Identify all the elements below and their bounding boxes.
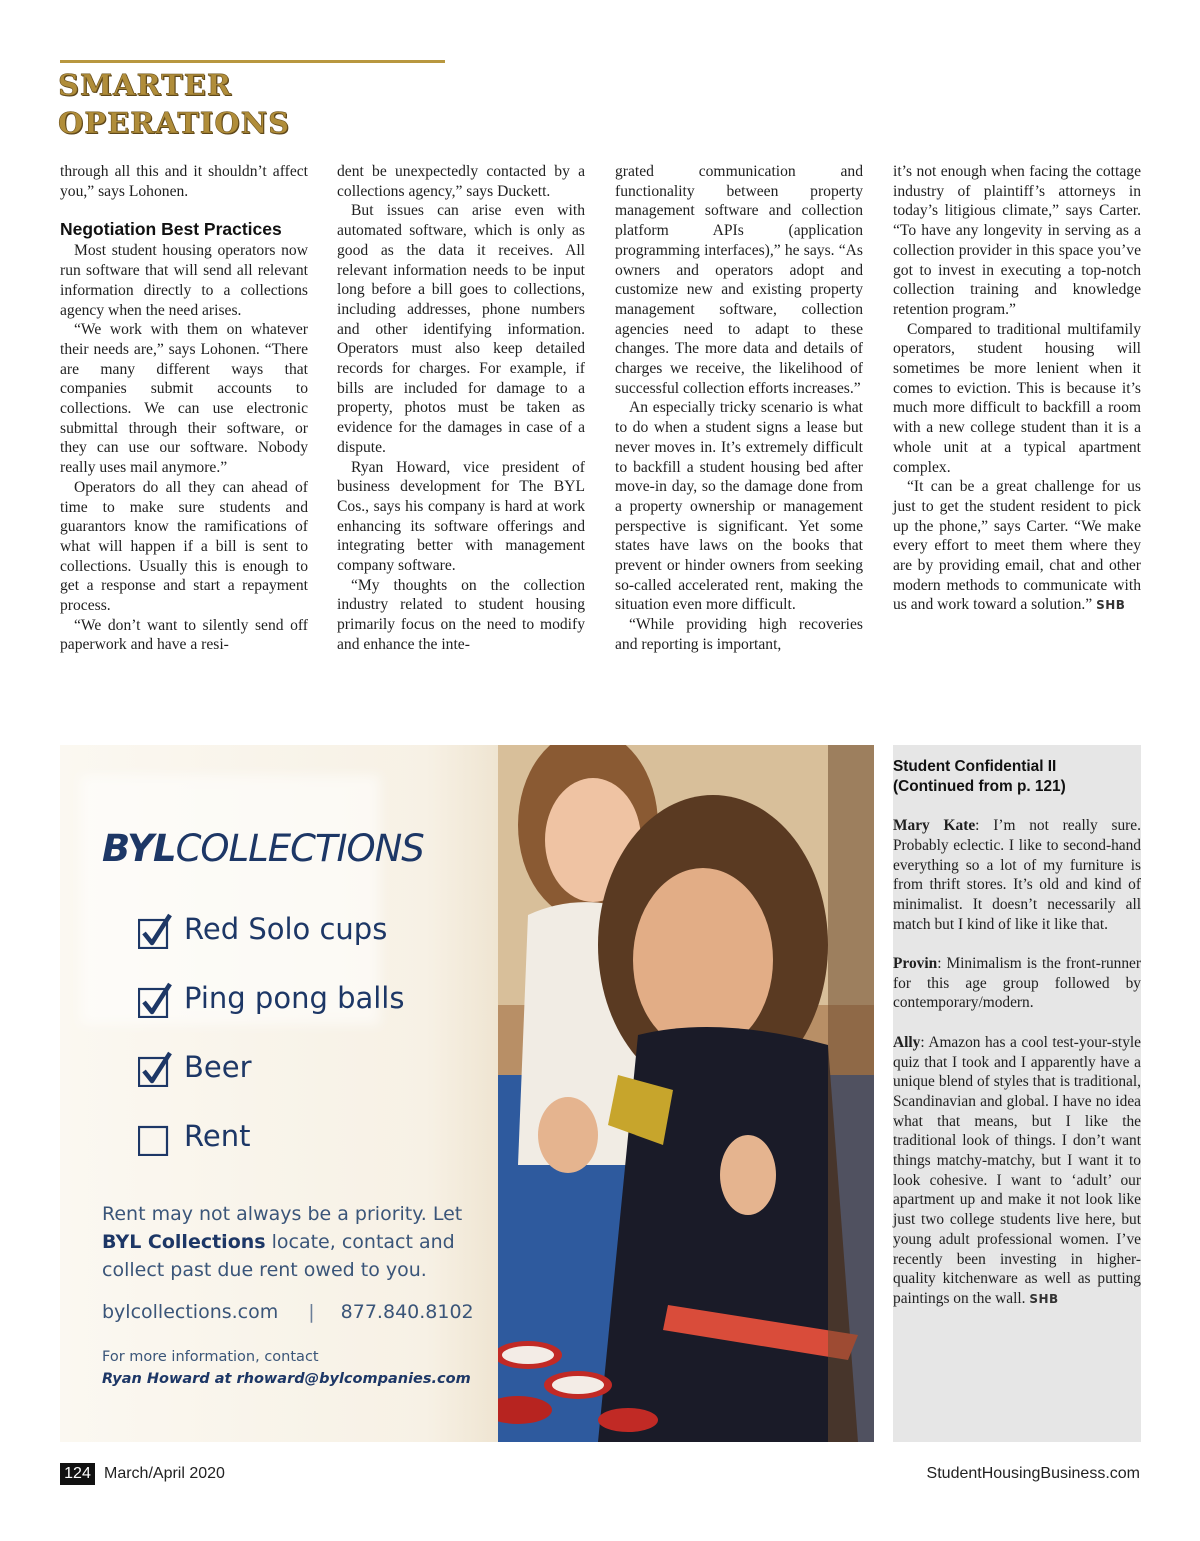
paragraph: it’s not enough when facing the cottage industry of plaintiff’s attorneys in today’s litigious climate,” says Carter. “To have any longevity in serving as a collection provider in this space you’ve got to invest in executing a top-notch collection training and knowledge retention program.”: [893, 163, 1141, 318]
paragraph: dent be unexpectedly contacted by a collections agency,” says Duckett.: [337, 163, 585, 200]
ad-body-copy: [102, 1200, 502, 1284]
paragraph: “My thoughts on the collection industry related to student housing primarily focus on the need to modify and enhance the inte-: [337, 576, 585, 653]
entry-text: : I’m not really sure. Probably eclectic. I like to second-hand everything so a lot of my furniture is from thrift stores. It’s old and kind of minimalist. It doesn’t necessarily all match but I kind of like it like that.: [893, 817, 1141, 933]
ad-copy-text: Rent may not always be a priority. Let: [102, 1203, 463, 1225]
checklist-label: Red Solo cups: [184, 912, 388, 946]
section-rule: [60, 60, 445, 63]
speaker-name: Provin: [893, 955, 938, 972]
checkbox-checked-icon: [138, 982, 170, 1014]
article-column-1: [60, 162, 308, 655]
speaker-name: Ally: [893, 1033, 921, 1051]
paragraph: Operators do all they can ahead of time to make sure students and guarantors know the ramifications of what will happen if a bill is sent to collections. Usually this is enough to get a response and start a repayment process.: [60, 478, 308, 615]
issue-date: March/April 2020: [104, 1465, 225, 1482]
byl-collections-logo: [102, 827, 424, 871]
logo-text: COLLECTIONS: [175, 827, 424, 870]
paragraph: grated communication and functionality between property management software and collection platform APIs (application programming interfaces),” he says. “As owners and operators adopt and customize new and existing property management software, collection agencies need to adapt to these changes. The more data and details of charges we receive, the likelihood of successful collection efforts increases.”: [615, 163, 863, 397]
paragraph: “We work with them on whatever their needs are,” says Lohonen. “There are many different ways that companies submit accounts to collections. We can use electronic submittal through their software, or they can use our software. Nobody really uses mail anymore.”: [60, 321, 308, 477]
sidebar-entry: [893, 816, 1141, 934]
article-column-3: [615, 162, 863, 655]
checklist-item-rent: [138, 1116, 250, 1156]
ad-more-info: For more information, contact: [102, 1349, 319, 1365]
paragraph: through all this and it shouldn’t affect you,” says Lohonen.: [60, 163, 308, 200]
ad-copy-text: locate, contact and collect past due rent owed to you.: [102, 1231, 455, 1281]
paragraph: An especially tricky scenario is what to do when a student signs a lease but never moves in. It’s extremely difficult to backfill a student housing bed after move-in day, so the damage done from a property ownership or management perspective is significant. Yet some states have laws on the books that prevent or hinder owners from seeking so-called accelerated rent, making the situation even more difficult.: [615, 399, 863, 614]
contact-separator: |: [308, 1301, 315, 1323]
section-title: SMARTER OPERATIONS: [58, 68, 291, 140]
website-link[interactable]: bylcollections.com: [102, 1301, 279, 1323]
checkbox-checked-icon: [138, 913, 170, 945]
checklist-item-beer: [138, 1047, 252, 1087]
ad-contact-email[interactable]: Ryan Howard at rhoward@bylcompanies.com: [102, 1371, 471, 1387]
ad-contact-row: [102, 1301, 482, 1323]
advertisement[interactable]: [60, 745, 874, 1442]
paragraph-text: “It can be a great challenge for us just to get the student resident to pick up the phone,” says Carter. “We make every effort to meet them where they are by providing email, chat and other modern methods to communicate with us and work toward a solution.”: [893, 478, 1141, 614]
end-mark: SHB: [1029, 1291, 1059, 1306]
checklist-label: Rent: [184, 1119, 251, 1153]
paragraph: But issues can arise even with automated software, which is only as good as the data it receives. All relevant information needs to be input long before a bill goes to collections, including addresses, phone numbers and other identifying information. Operators must also keep detailed records for charges. For example, if bills are included for damage to a property, photos must be taken as evidence for the damages in case of a dispute.: [337, 202, 585, 456]
party-photo-illustration: [498, 745, 874, 1442]
phone-number[interactable]: 877.840.8102: [340, 1301, 474, 1323]
sidebar-entry: [893, 1033, 1141, 1310]
article-column-4: [893, 162, 1141, 616]
sidebar-content: [893, 757, 1141, 1329]
paragraph: Compared to traditional multifamily operators, student housing will sometimes be more lenient when it comes to eviction. This is because it’s much more difficult to backfill a room with a new college student than it is a whole unit at a typical apartment complex.: [893, 320, 1141, 476]
sidebar-title: Student Confidential II (Continued from p. 121): [893, 758, 1066, 795]
paragraph: [893, 477, 1141, 616]
subheading: Negotiation Best Practices: [60, 219, 282, 240]
checkbox-checked-icon: [138, 1051, 170, 1083]
checklist-label: Beer: [184, 1050, 252, 1084]
paragraph: Most student housing operators now run software that will send all relevant information directly to a collections agency when the need arises.: [60, 242, 308, 319]
sidebar-box: [893, 745, 1141, 1442]
article-column-2: [337, 162, 585, 655]
ad-copy-brand: BYL Collections: [102, 1231, 266, 1253]
paragraph: “While providing high recoveries and reporting is important,: [615, 616, 863, 653]
speaker-name: Mary Kate: [893, 817, 976, 835]
logo-bold-text: BYL: [102, 827, 176, 870]
entry-text: : Amazon has a cool test-your-style quiz that I took and I apparently have a unique blend of styles that is traditional, Scandinavian and global. I have no idea what that means, but I like the traditional look of things. I don’t want things matchy-matchy, but I want it to look cohesive. I want to ‘adult’ our apartment up and make it not look like just two college students live here, but young adult professional women. I’ve recently been investing in higher-quality kitchenware as well as putting paintings on the wall.: [893, 1033, 1141, 1307]
paragraph: Ryan Howard, vice president of business development for The BYL Cos., says his company is hard at work enhancing its software offerings and integrating better with management company software.: [337, 458, 585, 575]
checklist-item-red-solo-cups: [138, 909, 387, 949]
checkbox-empty-icon: [138, 1120, 170, 1152]
page-number: 124: [60, 1463, 95, 1485]
end-mark: SHB: [1096, 598, 1126, 613]
sidebar-entry: [893, 954, 1141, 1013]
checklist-label: Ping pong balls: [184, 981, 405, 1015]
paragraph: “We don’t want to silently send off paperwork and have a resi-: [60, 616, 308, 654]
checklist-item-ping-pong-balls: [138, 978, 404, 1018]
entry-text: : Minimalism is the front-runner for this age group followed by contemporary/modern.: [893, 955, 1141, 1012]
footer-site[interactable]: StudentHousingBusiness.com: [926, 1465, 1140, 1482]
